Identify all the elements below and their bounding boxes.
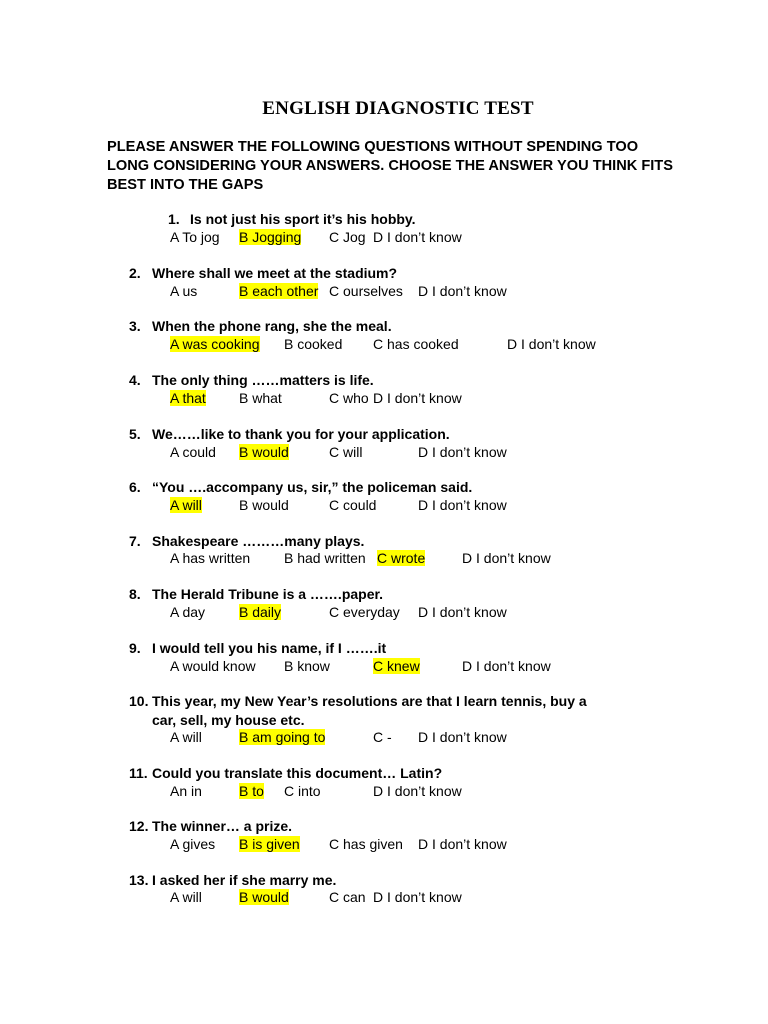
question-1-option-c[interactable]: C Jog <box>329 229 366 245</box>
question-4-option-b[interactable]: B what <box>239 390 282 406</box>
question-9-text: I would tell you his name, if I …….it <box>152 640 387 656</box>
question-9-number: 9. <box>129 640 141 656</box>
question-12-text: The winner… a prize. <box>152 818 293 834</box>
question-5-text: We……like to thank you for your application. <box>152 426 450 442</box>
question-1-option-a[interactable]: A To jog <box>170 229 220 245</box>
question-1-option-b-selected[interactable]: B Jogging <box>239 229 302 245</box>
question-11-number: 11. <box>129 765 148 781</box>
question-2-option-a[interactable]: A us <box>170 283 198 299</box>
question-4-option-d[interactable]: D I don’t know <box>373 390 462 406</box>
question-2-option-d[interactable]: D I don’t know <box>418 283 507 299</box>
question-10-text-continued: car, sell, my house etc. <box>152 712 305 728</box>
question-7-option-a[interactable]: A has written <box>170 550 251 566</box>
question-2-text: Where shall we meet at the stadium? <box>152 265 398 281</box>
question-7-text: Shakespeare ………many plays. <box>152 533 365 549</box>
question-11-option-c[interactable]: C into <box>284 783 321 799</box>
question-5-option-b-selected[interactable]: B would <box>239 444 289 460</box>
question-7-number: 7. <box>129 533 141 549</box>
question-13-text: I asked her if she marry me. <box>152 872 337 888</box>
question-8-option-c[interactable]: C everyday <box>329 604 400 620</box>
question-12-option-b-selected[interactable]: B is given <box>239 836 300 852</box>
question-3-option-d[interactable]: D I don’t know <box>507 336 596 352</box>
question-10-option-d[interactable]: D I don’t know <box>418 729 507 745</box>
question-2-option-b-selected[interactable]: B each other <box>239 283 319 299</box>
question-3-option-b[interactable]: B cooked <box>284 336 343 352</box>
question-5-number: 5. <box>129 426 141 442</box>
question-8-text: The Herald Tribune is a …….paper. <box>152 586 384 602</box>
question-6-option-a-selected[interactable]: A will <box>170 497 202 513</box>
question-3-option-a-selected[interactable]: A was cooking <box>170 336 260 352</box>
question-11-text: Could you translate this document… Latin? <box>152 765 443 781</box>
question-12-option-a[interactable]: A gives <box>170 836 216 852</box>
question-6-option-d[interactable]: D I don’t know <box>418 497 507 513</box>
question-10-option-a[interactable]: A will <box>170 729 202 745</box>
question-5-option-c[interactable]: C will <box>329 444 363 460</box>
question-8-option-d[interactable]: D I don’t know <box>418 604 507 620</box>
question-6-option-b[interactable]: B would <box>239 497 289 513</box>
instructions: PLEASE ANSWER THE FOLLOWING QUESTIONS WITHOUT SPENDING TOO LONG CONSIDERING YOUR ANSWERS. CHOOSE THE ANSWER YOU THINK FITS BEST INTO THE GAPS <box>107 139 673 193</box>
test-title: ENGLISH DIAGNOSTIC TEST <box>262 98 534 119</box>
question-11-option-b-selected[interactable]: B to <box>239 783 264 799</box>
question-9-option-d[interactable]: D I don’t know <box>462 658 551 674</box>
question-2-number: 2. <box>129 265 141 281</box>
question-13-option-c[interactable]: C can <box>329 889 366 905</box>
question-8-number: 8. <box>129 586 141 602</box>
question-6-text: “You ….accompany us, sir,” the policeman said. <box>152 479 473 495</box>
question-8-option-a[interactable]: A day <box>170 604 206 620</box>
question-7-option-b[interactable]: B had written <box>284 550 366 566</box>
question-4-option-c[interactable]: C who <box>329 390 369 406</box>
question-5-option-d[interactable]: D I don’t know <box>418 444 507 460</box>
question-6-option-c[interactable]: C could <box>329 497 377 513</box>
question-12-option-c[interactable]: C has given <box>329 836 403 852</box>
question-9-option-c-selected[interactable]: C knew <box>373 658 420 674</box>
question-6-number: 6. <box>129 479 141 495</box>
question-1-number: 1. <box>168 211 180 227</box>
question-10-number: 10. <box>129 693 149 709</box>
question-1-option-d[interactable]: D I don’t know <box>373 229 462 245</box>
question-7-option-c-selected[interactable]: C wrote <box>377 550 426 566</box>
question-1-text: Is not just his sport it’s his hobby. <box>190 211 416 227</box>
question-3-text: When the phone rang, she the meal. <box>152 318 392 334</box>
question-11-option-d[interactable]: D I don’t know <box>373 783 462 799</box>
question-5-option-a[interactable]: A could <box>170 444 216 460</box>
question-3-number: 3. <box>129 318 141 334</box>
question-11-option-a[interactable]: An in <box>170 783 202 799</box>
question-10-option-b-selected[interactable]: B am going to <box>239 729 326 745</box>
question-13-number: 13. <box>129 872 149 888</box>
question-13-option-b-selected[interactable]: B would <box>239 889 289 905</box>
question-9-option-b[interactable]: B know <box>284 658 330 674</box>
question-13-option-d[interactable]: D I don’t know <box>373 889 462 905</box>
question-4-text: The only thing ……matters is life. <box>152 372 374 388</box>
question-7-option-d[interactable]: D I don’t know <box>462 550 551 566</box>
question-9-option-a[interactable]: A would know <box>170 658 256 674</box>
question-10-option-c[interactable]: C - <box>373 729 392 745</box>
question-3-option-c[interactable]: C has cooked <box>373 336 459 352</box>
question-13-option-a[interactable]: A will <box>170 889 202 905</box>
question-4-option-a-selected[interactable]: A that <box>170 390 206 406</box>
question-12-number: 12. <box>129 818 149 834</box>
question-10-text: This year, my New Year’s resolutions are that I learn tennis, buy a <box>152 693 587 709</box>
question-4-number: 4. <box>129 372 141 388</box>
question-12-option-d[interactable]: D I don’t know <box>418 836 507 852</box>
question-8-option-b-selected[interactable]: B daily <box>239 604 282 620</box>
question-2-option-c[interactable]: C ourselves <box>329 283 403 299</box>
